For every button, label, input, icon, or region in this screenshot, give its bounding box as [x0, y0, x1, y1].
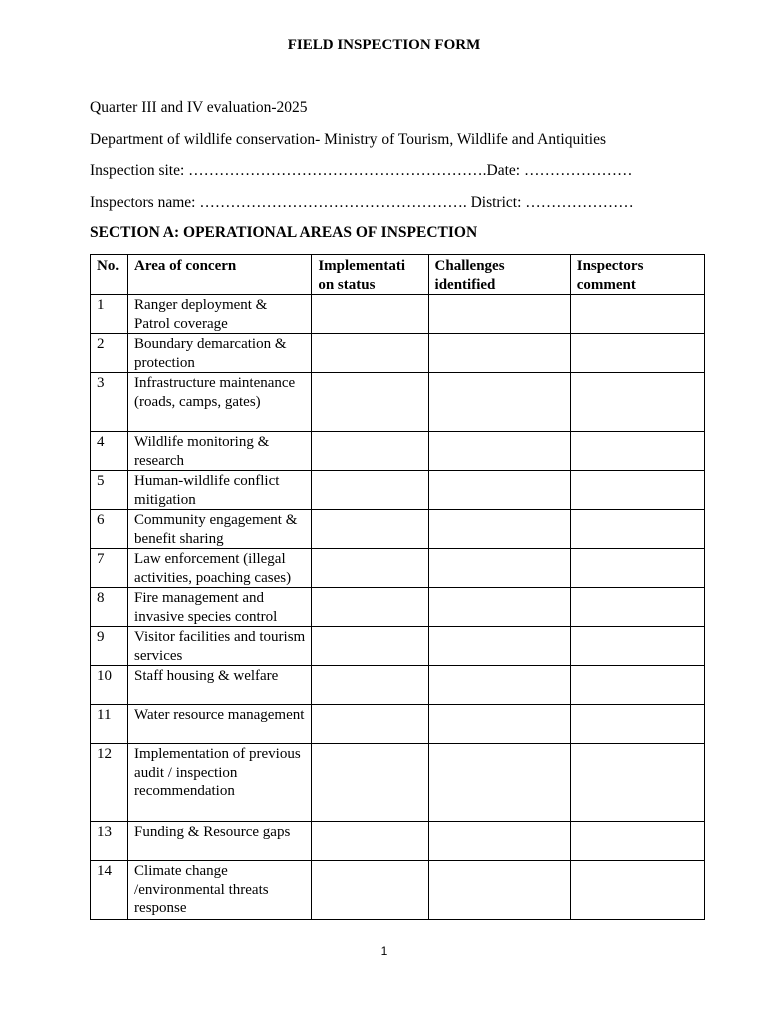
row-number: 10	[91, 666, 128, 705]
comment-cell[interactable]	[570, 432, 704, 471]
quarter-line: Quarter III and IV evaluation-2025	[90, 99, 308, 116]
implementation-status-cell[interactable]	[312, 666, 428, 705]
implementation-status-cell[interactable]	[312, 705, 428, 744]
implementation-status-cell[interactable]	[312, 334, 428, 373]
page-number: 1	[380, 944, 388, 958]
table-row	[91, 861, 705, 920]
header-area-of-concern: Area of concern	[128, 255, 312, 295]
table-row	[91, 334, 705, 373]
table-row	[91, 627, 705, 666]
row-number: 5	[91, 471, 128, 510]
row-number: 12	[91, 744, 128, 822]
comment-cell[interactable]	[570, 373, 704, 432]
comment-cell[interactable]	[570, 295, 704, 334]
inspection-table	[90, 254, 705, 920]
implementation-status-cell[interactable]	[312, 861, 428, 920]
table-header-row	[91, 255, 705, 295]
area-of-concern: Wildlife monitoring & research	[128, 432, 312, 471]
implementation-status-cell[interactable]	[312, 432, 428, 471]
challenges-cell[interactable]	[428, 295, 570, 334]
challenges-cell[interactable]	[428, 861, 570, 920]
challenges-cell[interactable]	[428, 432, 570, 471]
table-row	[91, 295, 705, 334]
comment-cell[interactable]	[570, 705, 704, 744]
row-number: 3	[91, 373, 128, 432]
table-row	[91, 666, 705, 705]
area-of-concern: Boundary demarcation & protection	[128, 334, 312, 373]
challenges-cell[interactable]	[428, 627, 570, 666]
row-number: 7	[91, 549, 128, 588]
form-title: FIELD INSPECTION FORM	[287, 37, 481, 53]
header-no: No.	[91, 255, 128, 295]
implementation-status-cell[interactable]	[312, 471, 428, 510]
header-challenges-identified: Challenges identified	[428, 255, 570, 295]
implementation-status-cell[interactable]	[312, 588, 428, 627]
implementation-status-cell[interactable]	[312, 627, 428, 666]
row-number: 1	[91, 295, 128, 334]
comment-cell[interactable]	[570, 510, 704, 549]
table-row	[91, 549, 705, 588]
row-number: 4	[91, 432, 128, 471]
challenges-cell[interactable]	[428, 510, 570, 549]
area-of-concern: Law enforcement (illegal activities, poaching cases)	[128, 549, 312, 588]
area-of-concern: Climate change /environmental threats response	[128, 861, 312, 920]
challenges-cell[interactable]	[428, 549, 570, 588]
implementation-status-cell[interactable]	[312, 822, 428, 861]
comment-cell[interactable]	[570, 334, 704, 373]
header-inspectors-comment: Inspectors comment	[570, 255, 704, 295]
area-of-concern: Funding & Resource gaps	[128, 822, 312, 861]
area-of-concern: Staff housing & welfare	[128, 666, 312, 705]
table-row	[91, 744, 705, 822]
challenges-cell[interactable]	[428, 705, 570, 744]
table-row	[91, 432, 705, 471]
row-number: 11	[91, 705, 128, 744]
row-number: 14	[91, 861, 128, 920]
implementation-status-cell[interactable]	[312, 295, 428, 334]
table-row	[91, 373, 705, 432]
header-implementation-status: Implementati on status	[312, 255, 428, 295]
row-number: 6	[91, 510, 128, 549]
row-number: 13	[91, 822, 128, 861]
area-of-concern: Water resource management	[128, 705, 312, 744]
implementation-status-cell[interactable]	[312, 549, 428, 588]
challenges-cell[interactable]	[428, 373, 570, 432]
comment-cell[interactable]	[570, 627, 704, 666]
challenges-cell[interactable]	[428, 471, 570, 510]
table-row	[91, 510, 705, 549]
row-number: 2	[91, 334, 128, 373]
table-row	[91, 705, 705, 744]
row-number: 9	[91, 627, 128, 666]
comment-cell[interactable]	[570, 666, 704, 705]
table-row	[91, 588, 705, 627]
implementation-status-cell[interactable]	[312, 510, 428, 549]
implementation-status-cell[interactable]	[312, 744, 428, 822]
table-row	[91, 471, 705, 510]
comment-cell[interactable]	[570, 588, 704, 627]
comment-cell[interactable]	[570, 822, 704, 861]
challenges-cell[interactable]	[428, 588, 570, 627]
comment-cell[interactable]	[570, 744, 704, 822]
challenges-cell[interactable]	[428, 744, 570, 822]
area-of-concern: Visitor facilities and tourism services	[128, 627, 312, 666]
area-of-concern: Community engagement & benefit sharing	[128, 510, 312, 549]
comment-cell[interactable]	[570, 861, 704, 920]
challenges-cell[interactable]	[428, 822, 570, 861]
comment-cell[interactable]	[570, 549, 704, 588]
area-of-concern: Implementation of previous audit / inspection recommendation	[128, 744, 312, 822]
section-a-heading: SECTION A: OPERATIONAL AREAS OF INSPECTION	[90, 224, 478, 241]
challenges-cell[interactable]	[428, 334, 570, 373]
area-of-concern: Ranger deployment & Patrol coverage	[128, 295, 312, 334]
row-number: 8	[91, 588, 128, 627]
department-line: Department of wildlife conservation- Ministry of Tourism, Wildlife and Antiquities	[90, 131, 607, 148]
area-of-concern: Infrastructure maintenance (roads, camps, gates)	[128, 373, 312, 432]
area-of-concern: Fire management and invasive species control	[128, 588, 312, 627]
area-of-concern: Human-wildlife conflict mitigation	[128, 471, 312, 510]
table-row	[91, 822, 705, 861]
inspection-site-line: Inspection site: ………………………………………………….Date: …………………	[90, 162, 633, 179]
comment-cell[interactable]	[570, 471, 704, 510]
challenges-cell[interactable]	[428, 666, 570, 705]
inspectors-name-line: Inspectors name: ……………………………………………. District: …………………	[90, 194, 634, 211]
implementation-status-cell[interactable]	[312, 373, 428, 432]
